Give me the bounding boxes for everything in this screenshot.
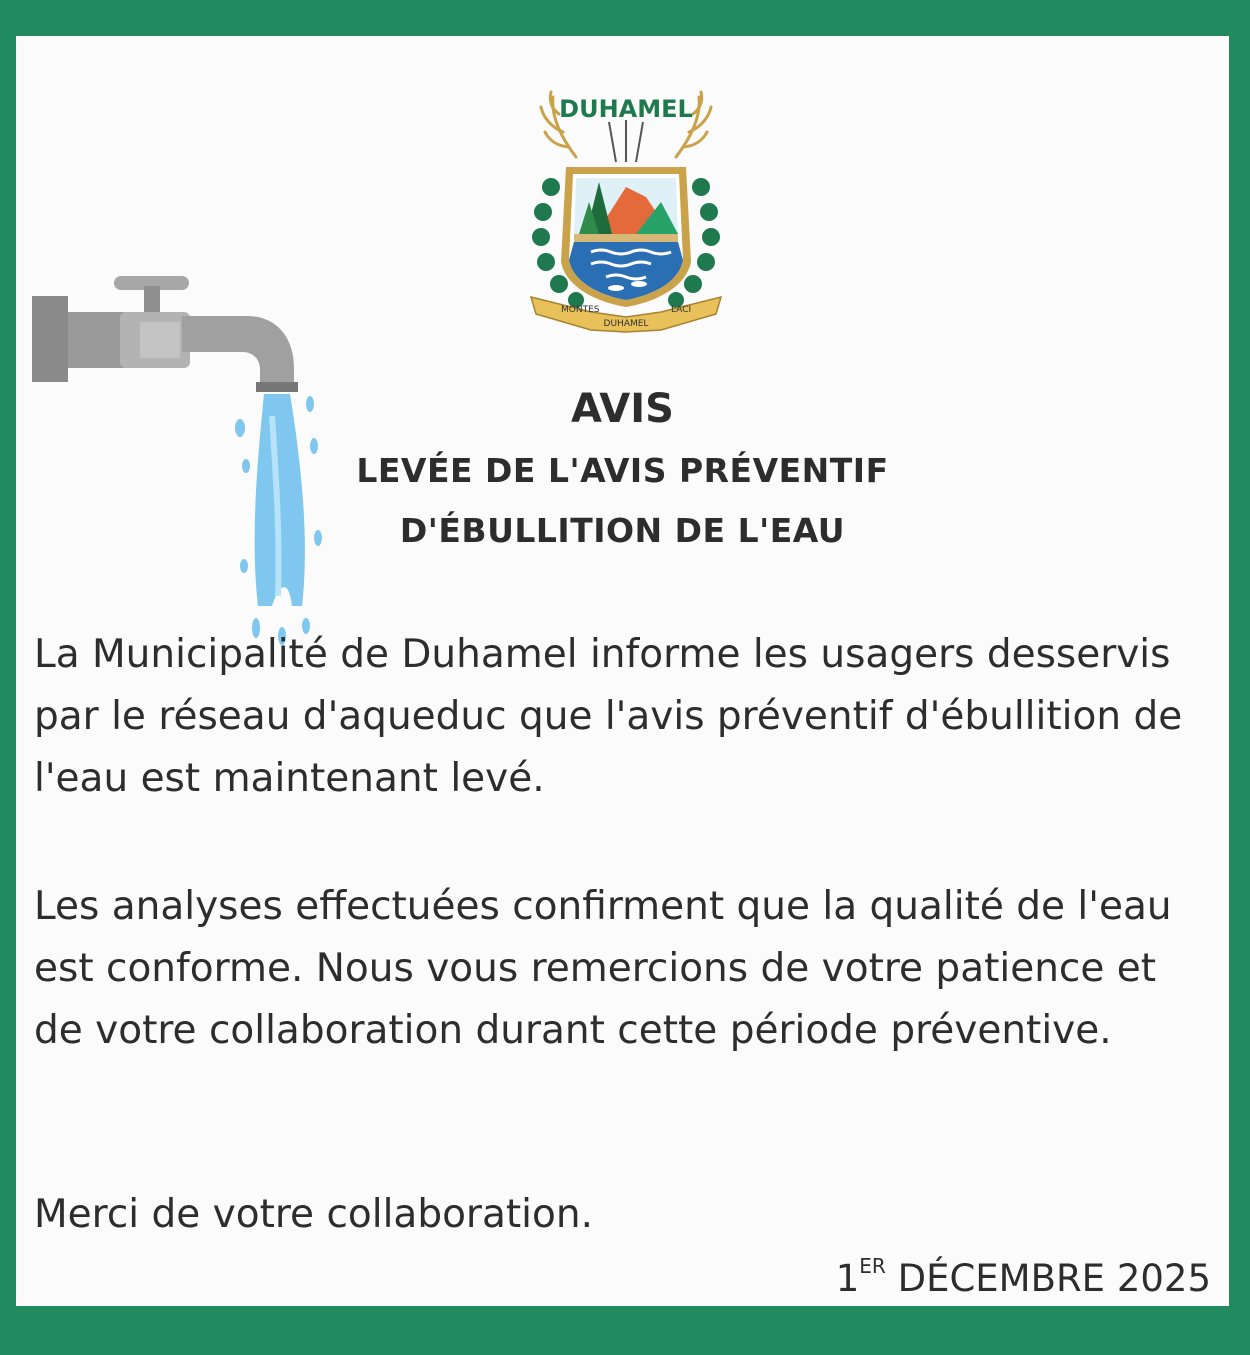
body-paragraph-3: Merci de votre collaboration. <box>34 1192 593 1237</box>
body-paragraph-1: La Municipalité de Duhamel informe les usagers desservis par le réseau d'aqueduc que l'avis préventif d'ébullition de l'eau est maintenant levé. <box>34 632 1183 801</box>
notice-title: AVIS <box>571 386 674 432</box>
notice-subtitle-line2: D'ÉBULLITION DE L'EAU <box>399 511 846 550</box>
notice-card <box>16 36 1229 1306</box>
municipal-crest-logo <box>521 62 731 329</box>
crest-top-text: DUHAMEL <box>559 95 693 123</box>
body-paragraph-2: Les analyses effectuées confirment que la qualité de l'eau est conforme. Nous vous remercions de votre patience et de votre collaboration durant cette période préventive. <box>34 884 1172 1053</box>
crest-ribbon-center: DUHAMEL <box>603 319 649 329</box>
crest-ribbon-left: MONTES <box>561 305 600 315</box>
date-ordinal: ER <box>859 1254 886 1278</box>
crest-ribbon-right: LACI <box>671 305 692 315</box>
date-day: 1 <box>835 1257 860 1300</box>
date-rest: DÉCEMBRE 2025 <box>885 1257 1211 1300</box>
notice-subtitle-line1: LEVÉE DE L'AVIS PRÉVENTIF <box>356 451 889 490</box>
notice-date <box>836 1254 1211 1300</box>
